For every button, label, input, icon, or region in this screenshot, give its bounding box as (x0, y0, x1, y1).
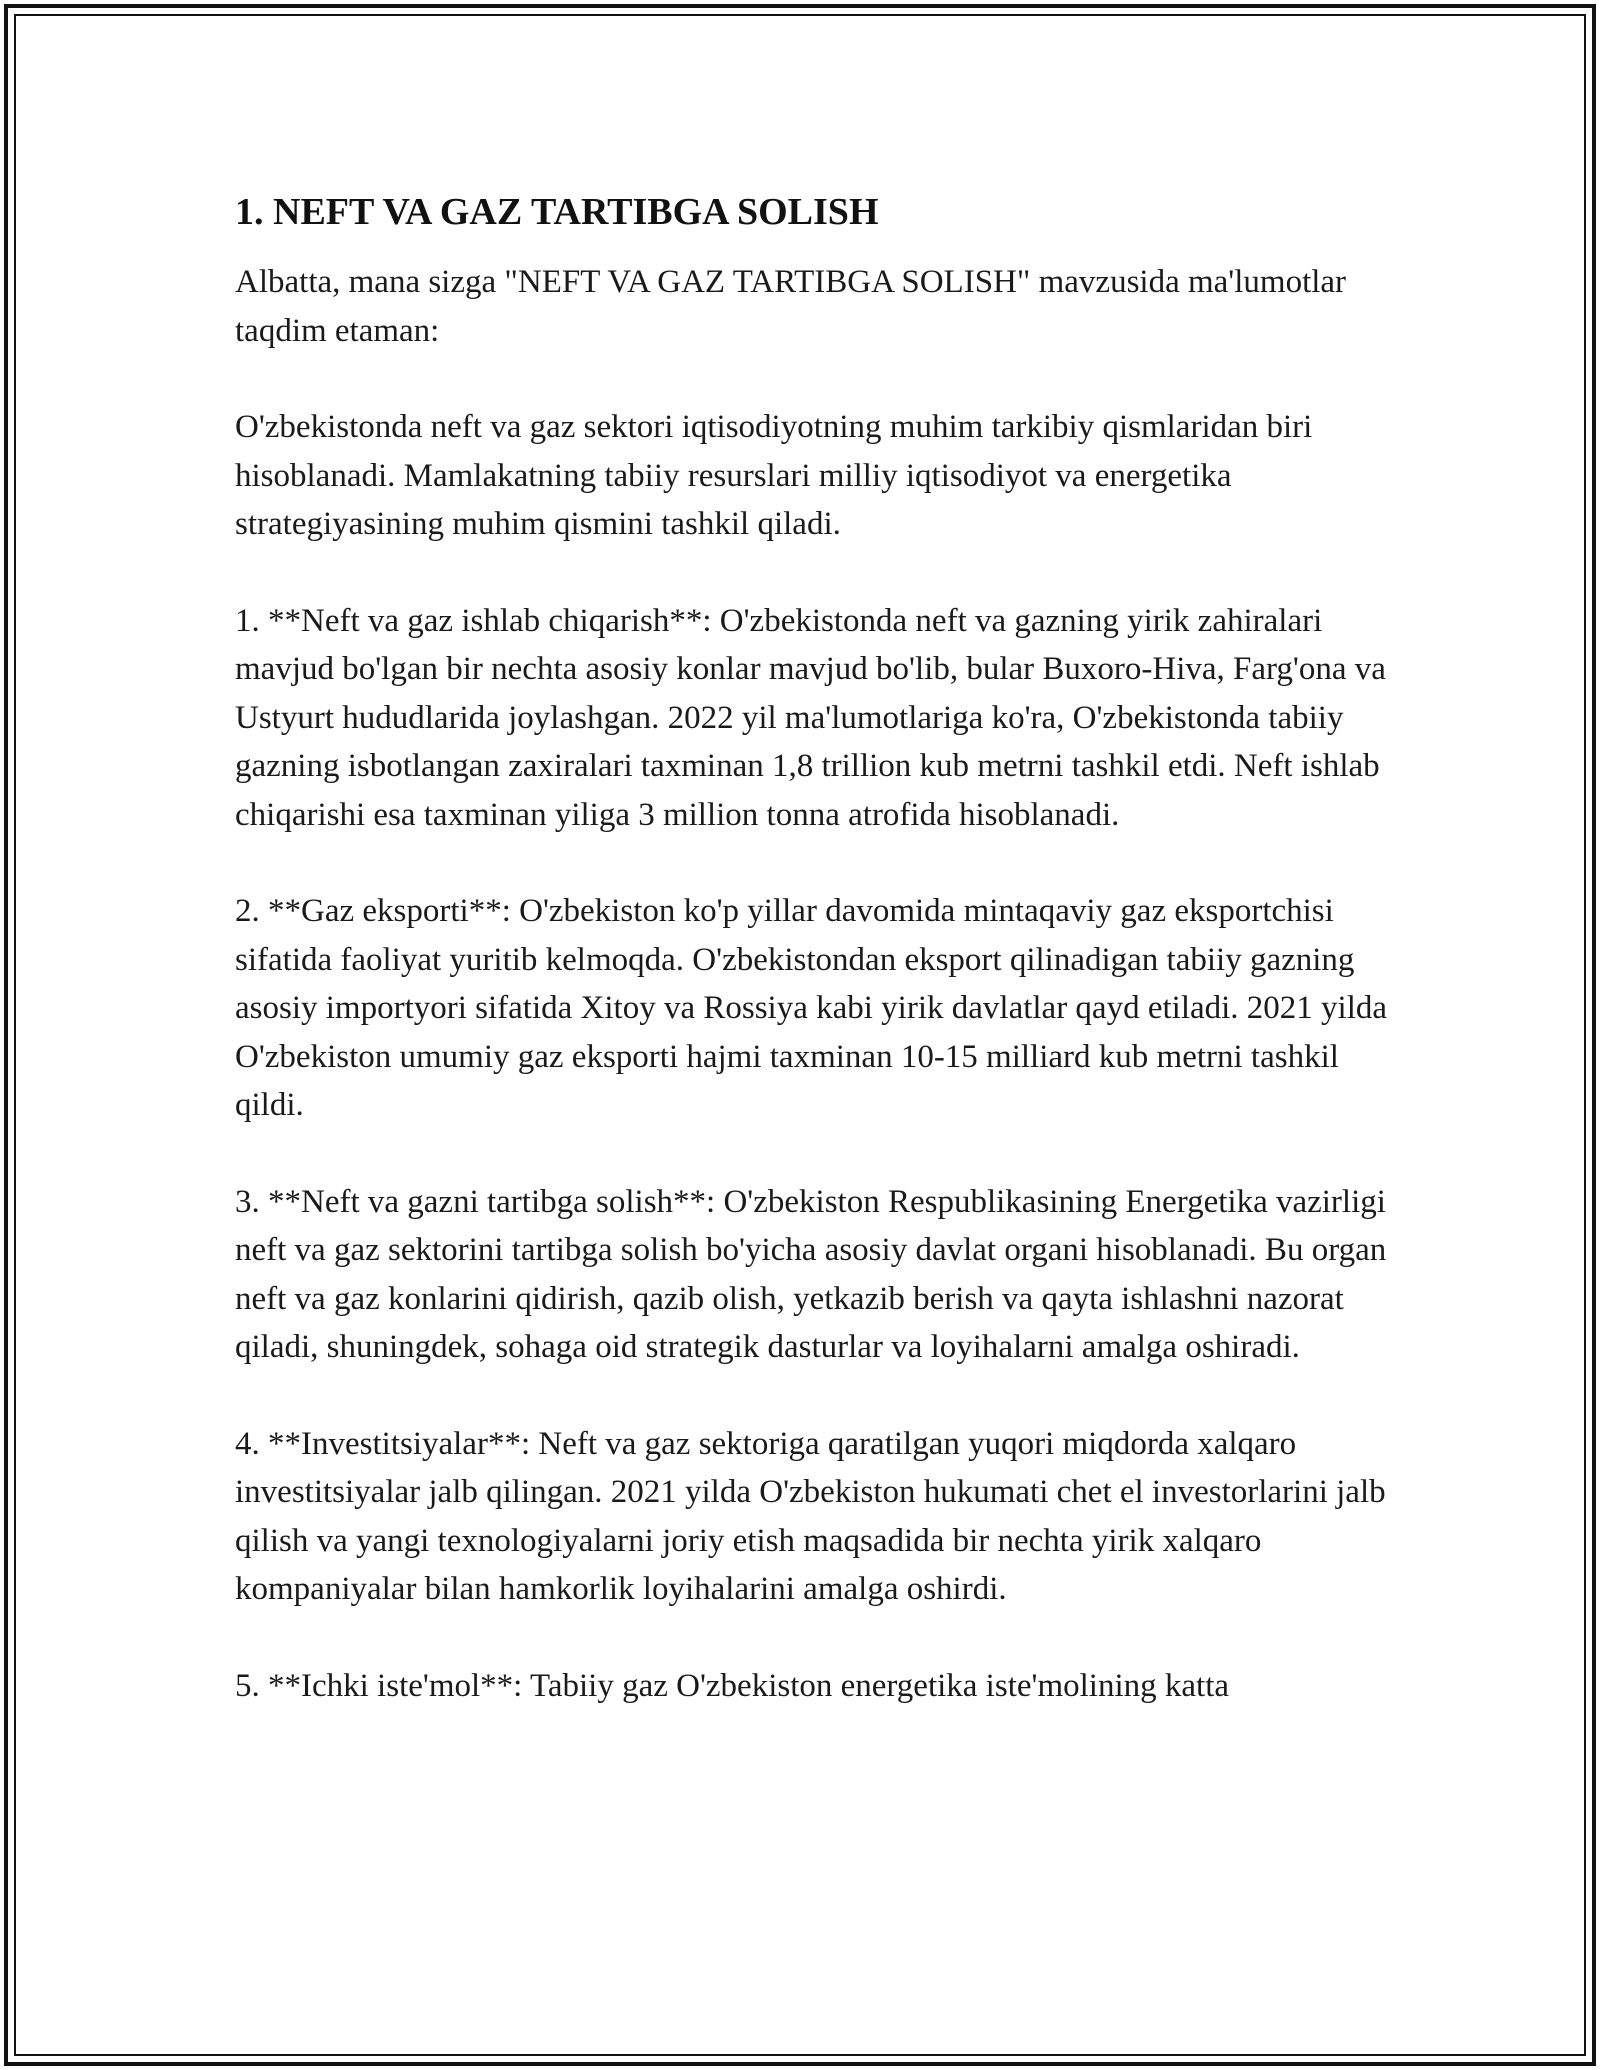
list-item: 5. **Ichki iste'mol**: Tabiiy gaz O'zbekiston energetika iste'molining katta (235, 1667, 1230, 1704)
list-item: 1. **Neft va gaz ishlab chiqarish**: O'zbekistonda neft va gazning yirik zahiralari mavjud bo'lgan bir nechta asosiy konlar mavjud bo'lib, bular Buxoro-Hiva, Farg'ona va Ustyurt hududlarida joylashgan. 2022 yil ma'lumotlariga ko'ra, O'zbekistonda tabiiy gazning isbotlangan zaxiralari taxminan 1,8 trillion kub metrni tashkil etdi. Neft ishlab chiqarishi esa taxminan yiliga 3 million tonna atrofida hisoblanadi. (235, 602, 1386, 833)
list-item: 3. **Neft va gazni tartibga solish**: O'zbekiston Respublikasining Energetika vazirligi neft va gaz sektorini tartibga solish bo'yicha asosiy davlat organi hisoblanadi. Bu organ neft va gaz konlarini qidirish, qazib olish, yetkazib berish va qayta ishlashni nazorat qiladi, shuningdek, sohaga oid strategik dasturlar va loyihalarni amalga oshiradi. (235, 1183, 1387, 1365)
list-item: 4. **Investitsiyalar**: Neft va gaz sektoriga qaratilgan yuqori miqdorda xalqaro investitsiyalar jalb qilingan. 2021 yilda O'zbekiston hukumati chet el investorlarini jalb qilish va yangi texnologiyalarni joriy etish maqsadida bir nechta yirik xalqaro kompaniyalar bilan hamkorlik loyihalarini amalga oshirdi. (235, 1425, 1386, 1607)
document-body (235, 186, 1395, 1758)
list-item: 2. **Gaz eksporti**: O'zbekiston ko'p yillar davomida mintaqaviy gaz eksportchisi sifatida faoliyat yuritib kelmoqda. O'zbekistondan eksport qilinadigan tabiiy gazning asosiy importyori sifatida Xitoy va Rossiya kabi yirik davlatlar qayd etiladi. 2021 yilda O'zbekiston umumiy gaz eksporti hajmi taxminan 10-15 milliard kub metrni tashkil qildi. (235, 893, 1388, 1123)
overview-paragraph: O'zbekistonda neft va gaz sektori iqtisodiyotning muhim tarkibiy qismlaridan biri hisoblanadi. Mamlakatning tabiiy resurslari milliy iqtisodiyot va energetika strategiyasining muhim qismini tashkil qiladi. (235, 409, 1313, 542)
intro-paragraph: Albatta, mana sizga "NEFT VA GAZ TARTIBGA SOLISH" mavzusida ma'lumotlar taqdim etaman: (235, 264, 1347, 349)
document-title: 1. NEFT VA GAZ TARTIBGA SOLISH (235, 191, 879, 233)
